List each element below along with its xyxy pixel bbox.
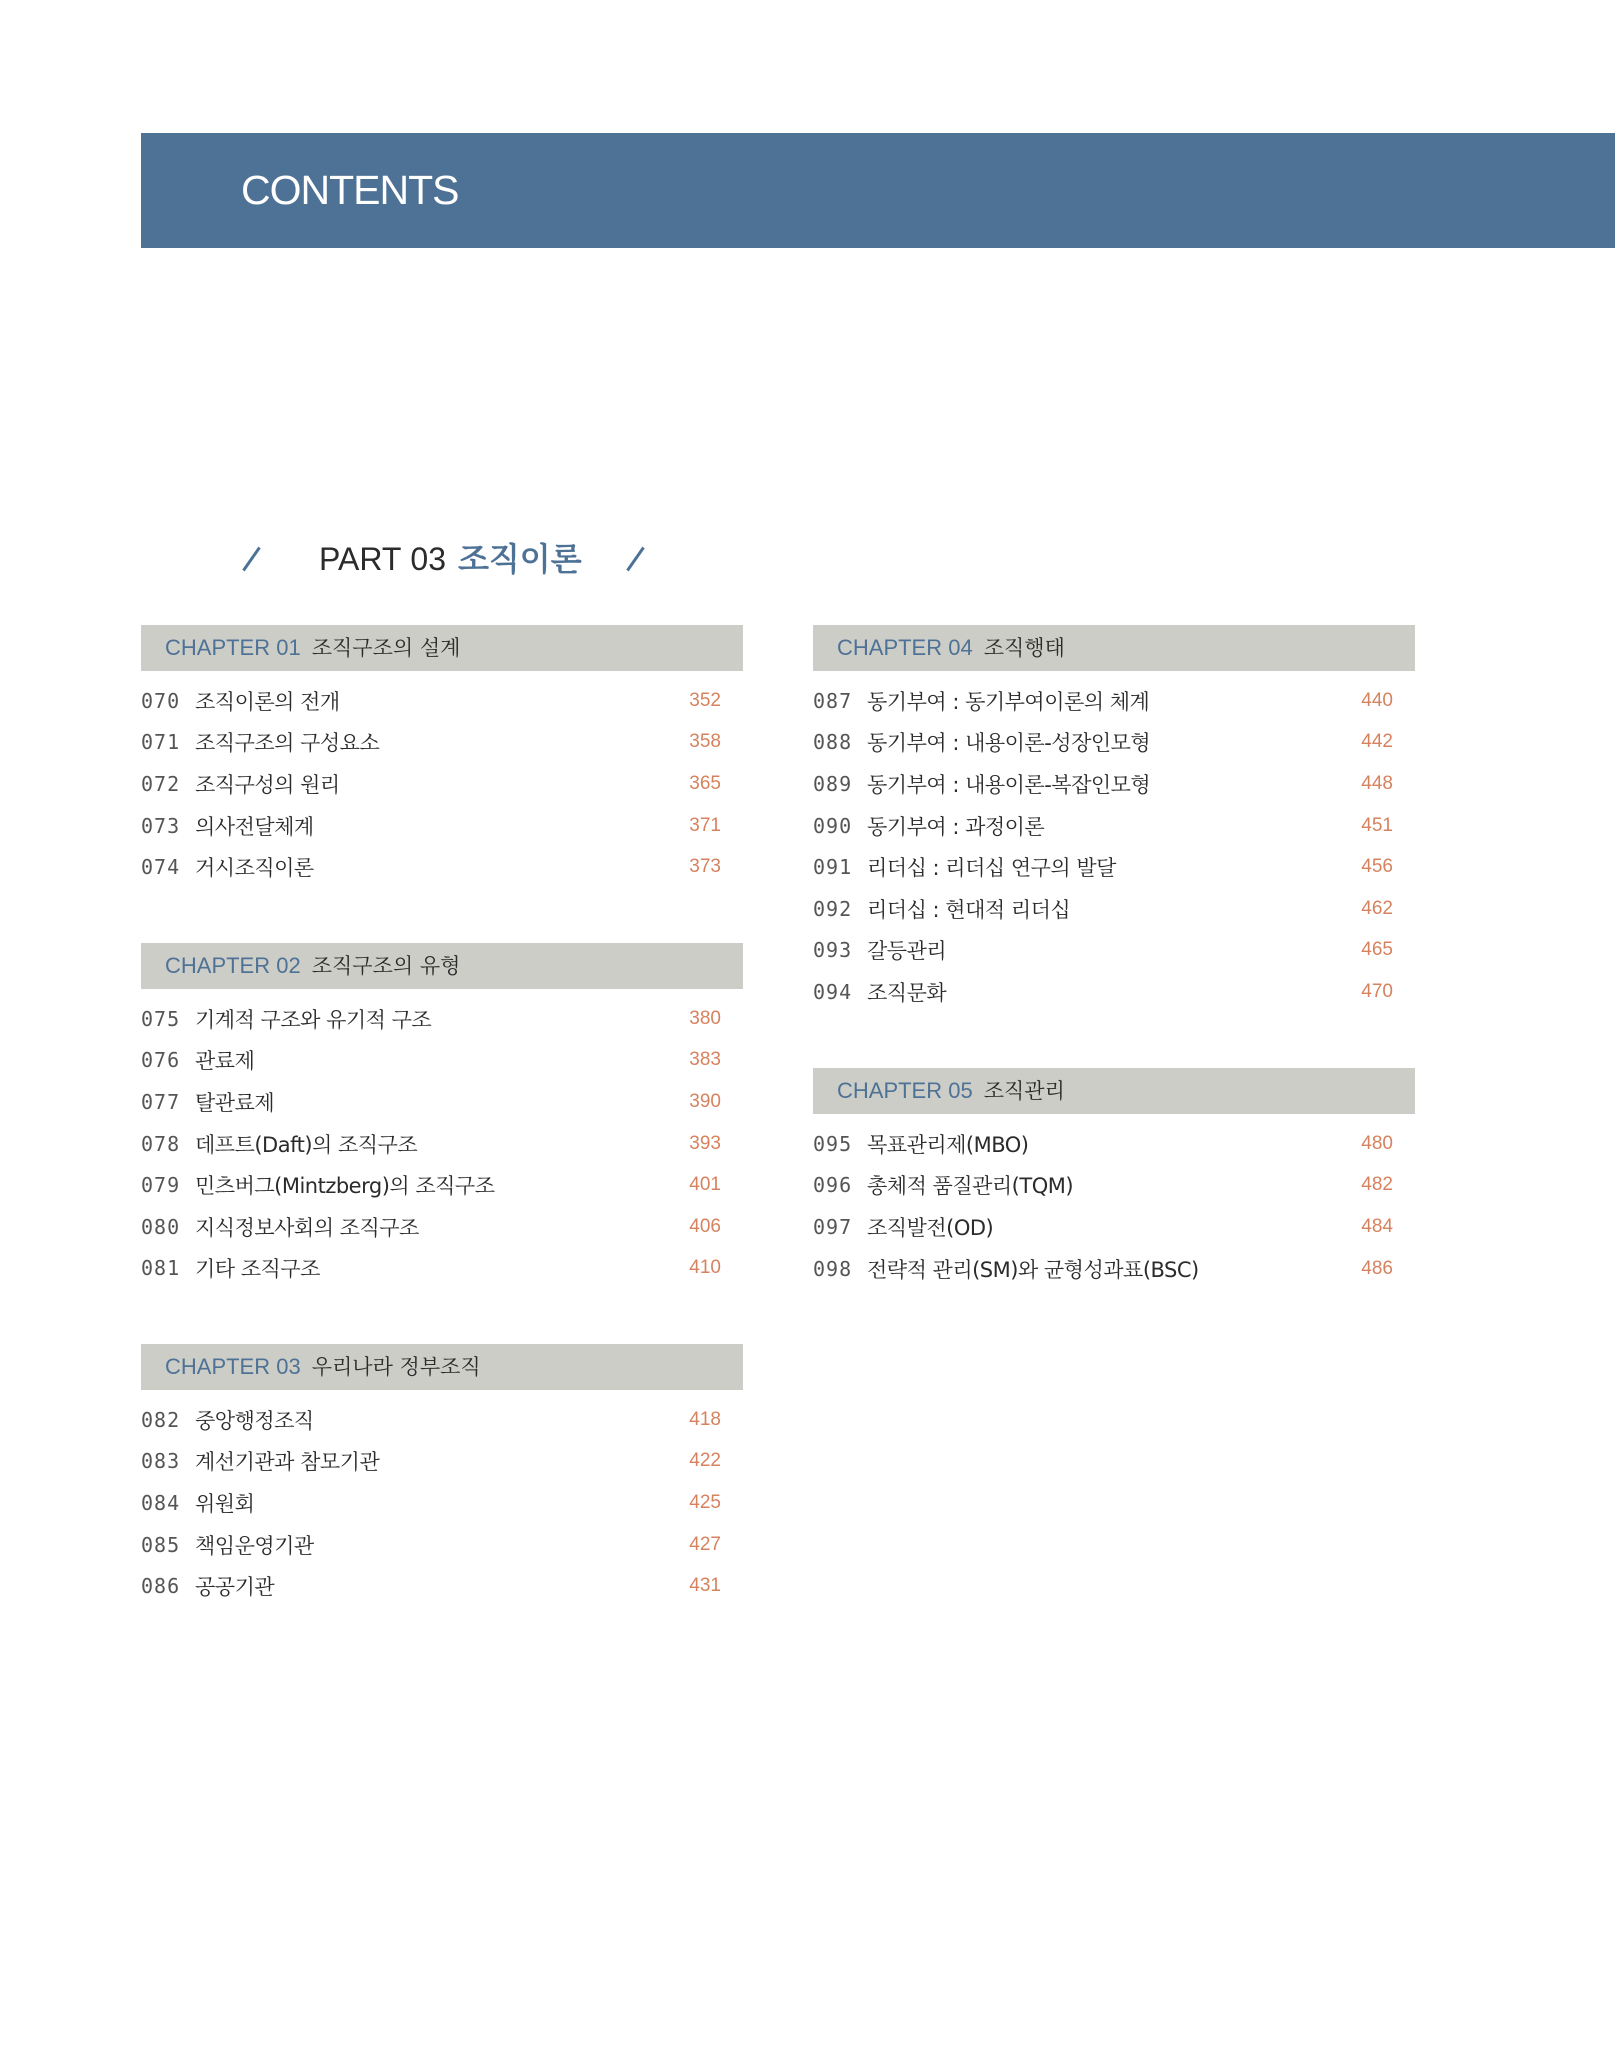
entry-page: 390 (689, 1090, 721, 1112)
toc-entry[interactable] (141, 1081, 743, 1123)
toc-entry[interactable] (141, 846, 743, 888)
entry-title: 총체적 품질관리(TQM) (867, 1174, 1074, 1199)
entry-number: 091 (813, 855, 853, 880)
entry-page: 486 (1361, 1257, 1393, 1279)
entry-title: 조직이론의 전개 (195, 689, 340, 714)
chapter-section (141, 1344, 743, 1607)
toc-entry[interactable] (141, 1482, 743, 1524)
toc-entry[interactable] (813, 846, 1415, 888)
entry-number: 098 (813, 1256, 853, 1281)
entry-title: 조직문화 (867, 980, 947, 1005)
toc-entry[interactable] (813, 1248, 1415, 1290)
chapter-title: 조직관리 (983, 1079, 1065, 1103)
entry-number: 094 (813, 979, 853, 1004)
entry-title: 조직발전(OD) (867, 1215, 994, 1240)
chapter-title: 조직행태 (983, 636, 1065, 660)
entry-title: 관료제 (195, 1049, 255, 1074)
entry-number: 084 (141, 1490, 181, 1515)
entry-page: 410 (689, 1257, 721, 1279)
entry-title: 동기부여 : 내용이론-복잡인모형 (867, 772, 1151, 797)
entry-page: 462 (1361, 897, 1393, 919)
entry-title: 책임운영기관 (195, 1533, 314, 1558)
toc-entry[interactable] (141, 805, 743, 847)
chapter-section (813, 1068, 1415, 1289)
entry-number: 078 (141, 1131, 181, 1156)
entry-title: 계선기관과 참모기관 (195, 1450, 380, 1475)
chapter-header (813, 625, 1415, 671)
toc-entry[interactable] (813, 888, 1415, 930)
entry-title: 동기부여 : 과정이론 (867, 814, 1045, 839)
entry-page: 431 (689, 1575, 721, 1597)
entry-title: 의사전달체계 (195, 814, 314, 839)
entry-number: 072 (141, 771, 181, 796)
toc-entry[interactable] (141, 680, 743, 722)
entry-title: 중앙행정조직 (195, 1408, 314, 1433)
chapter-title: 조직구조의 설계 (311, 636, 461, 660)
entry-number: 081 (141, 1256, 181, 1281)
entry-page: 371 (689, 814, 721, 836)
toc-entry[interactable] (141, 1524, 743, 1566)
entry-title: 거시조직이론 (195, 856, 314, 881)
entry-title: 리더십 : 현대적 리더십 (867, 897, 1071, 922)
entry-page: 484 (1361, 1215, 1393, 1237)
entry-number: 096 (813, 1173, 853, 1198)
entry-title: 조직구성의 원리 (195, 772, 340, 797)
toc-entry[interactable] (141, 722, 743, 764)
entry-title: 동기부여 : 동기부여이론의 체계 (867, 689, 1150, 714)
entry-number: 082 (141, 1407, 181, 1432)
entry-number: 070 (141, 688, 181, 713)
entry-title: 리더십 : 리더십 연구의 발달 (867, 856, 1116, 881)
entry-page: 465 (1361, 939, 1393, 961)
entry-page: 406 (689, 1215, 721, 1237)
entry-page: 383 (689, 1049, 721, 1071)
entry-title: 전략적 관리(SM)와 균형성과표(BSC) (867, 1257, 1199, 1282)
entry-title: 조직구조의 구성요소 (195, 731, 380, 756)
entry-number: 073 (141, 813, 181, 838)
entry-number: 071 (141, 730, 181, 755)
chapter-header (813, 1068, 1415, 1114)
entry-number: 074 (141, 855, 181, 880)
entry-page: 440 (1361, 689, 1393, 711)
toc-entry[interactable] (813, 1206, 1415, 1248)
entry-page: 393 (689, 1132, 721, 1154)
page-title: CONTENTS (241, 167, 459, 213)
header-banner (141, 133, 1615, 248)
part-prefix: PART (319, 541, 402, 577)
chapter-tag: CHAPTER 04 (837, 635, 973, 660)
entry-page: 427 (689, 1533, 721, 1555)
entry-page: 401 (689, 1174, 721, 1196)
entry-number: 083 (141, 1449, 181, 1474)
toc-entry[interactable] (813, 763, 1415, 805)
toc-entry[interactable] (813, 1165, 1415, 1207)
toc-entry[interactable] (141, 1164, 743, 1206)
chapter-header (141, 1344, 743, 1390)
toc-entry[interactable] (813, 1123, 1415, 1165)
entry-page: 422 (689, 1450, 721, 1472)
chapter-section (141, 625, 743, 888)
entry-page: 480 (1361, 1132, 1393, 1154)
entry-page: 482 (1361, 1174, 1393, 1196)
entry-number: 075 (141, 1006, 181, 1031)
entry-page: 425 (689, 1491, 721, 1513)
toc-entry[interactable] (813, 680, 1415, 722)
entry-title: 지식정보사회의 조직구조 (195, 1215, 419, 1240)
part-label (319, 539, 582, 579)
entry-page: 365 (689, 772, 721, 794)
toc-entry[interactable] (141, 1399, 743, 1441)
toc-entry[interactable] (141, 1123, 743, 1165)
entry-number: 093 (813, 938, 853, 963)
chapter-header (141, 943, 743, 989)
toc-entry[interactable] (141, 1206, 743, 1248)
entry-number: 080 (141, 1214, 181, 1239)
entry-number: 089 (813, 771, 853, 796)
chapter-tag: CHAPTER 01 (165, 635, 301, 660)
entry-page: 352 (689, 689, 721, 711)
entry-title: 동기부여 : 내용이론-성장인모형 (867, 731, 1151, 756)
entry-number: 092 (813, 896, 853, 921)
entry-number: 097 (813, 1214, 853, 1239)
entry-title: 탈관료제 (195, 1090, 275, 1115)
entry-page: 358 (689, 731, 721, 753)
entry-page: 442 (1361, 731, 1393, 753)
entry-number: 086 (141, 1574, 181, 1599)
entry-number: 088 (813, 730, 853, 755)
entry-title: 공공기관 (195, 1575, 275, 1600)
entry-page: 373 (689, 856, 721, 878)
chapter-title: 조직구조의 유형 (311, 954, 461, 978)
toc-entry[interactable] (813, 930, 1415, 972)
toc-entry[interactable] (141, 998, 743, 1040)
chapter-tag: CHAPTER 03 (165, 1354, 301, 1379)
toc-entry[interactable] (813, 971, 1415, 1013)
entry-page: 380 (689, 1007, 721, 1029)
chapter-title: 우리나라 정부조직 (311, 1355, 481, 1379)
toc-entry[interactable] (141, 1248, 743, 1290)
entry-page: 451 (1361, 814, 1393, 836)
entry-page: 448 (1361, 772, 1393, 794)
entry-page: 418 (689, 1408, 721, 1430)
toc-entry[interactable] (813, 805, 1415, 847)
entry-page: 470 (1361, 980, 1393, 1002)
slash-icon (626, 547, 645, 572)
entry-title: 위원회 (195, 1491, 255, 1516)
entry-title: 갈등관리 (867, 939, 947, 964)
entry-number: 085 (141, 1532, 181, 1557)
part-number: 03 (410, 541, 446, 577)
entry-title: 목표관리제(MBO) (867, 1132, 1029, 1157)
entry-number: 076 (141, 1048, 181, 1073)
toc-entry[interactable] (141, 1565, 743, 1607)
toc-entry[interactable] (141, 763, 743, 805)
part-heading (250, 537, 637, 581)
entry-number: 095 (813, 1131, 853, 1156)
entry-number: 087 (813, 688, 853, 713)
entry-number: 077 (141, 1089, 181, 1114)
chapter-tag: CHAPTER 05 (837, 1078, 973, 1103)
entry-title: 기타 조직구조 (195, 1257, 320, 1282)
entry-title: 민츠버그(Mintzberg)의 조직구조 (195, 1174, 495, 1199)
toc-entry[interactable] (141, 1441, 743, 1483)
entry-number: 090 (813, 813, 853, 838)
chapter-header (141, 625, 743, 671)
chapter-tag: CHAPTER 02 (165, 953, 301, 978)
entry-title: 기계적 구조와 유기적 구조 (195, 1007, 432, 1032)
entry-title: 데프트(Daft)의 조직구조 (195, 1132, 418, 1157)
slash-icon (242, 547, 261, 572)
part-name: 조직이론 (457, 541, 582, 577)
chapter-section (141, 943, 743, 1289)
toc-entry[interactable] (813, 722, 1415, 764)
entry-page: 456 (1361, 856, 1393, 878)
entry-number: 079 (141, 1173, 181, 1198)
toc-entry[interactable] (141, 1040, 743, 1082)
chapter-section (813, 625, 1415, 1013)
